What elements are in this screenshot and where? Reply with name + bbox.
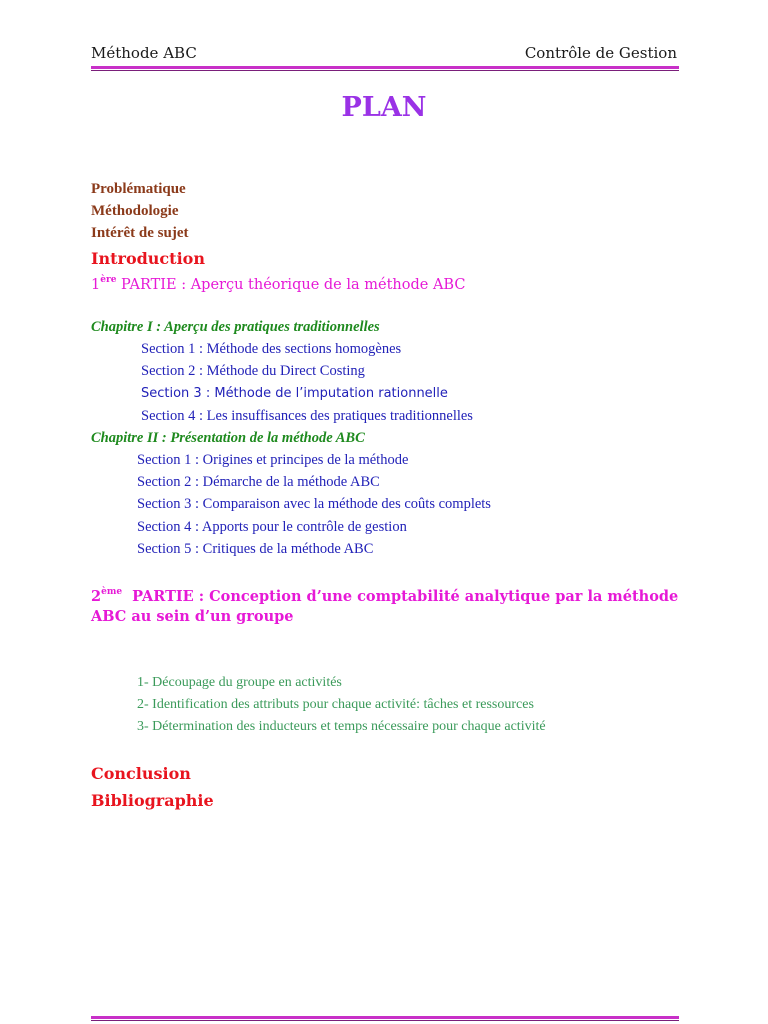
header-rule-thin [91, 70, 679, 71]
chapitre-1-section-3: Section 3 : Méthode de l’imputation rationnelle [141, 386, 448, 401]
bibliographie-heading: Bibliographie [91, 791, 214, 810]
chapitre-2-section-1: Section 1 : Origines et principes de la méthode [137, 452, 409, 468]
step-1: 1- Découpage du groupe en activités [137, 675, 342, 690]
chapitre-1-title: Chapitre I : Aperçu des pratiques traditionnelles [91, 319, 380, 335]
header-right: Contrôle de Gestion [524, 44, 677, 62]
page-title: PLAN [341, 92, 427, 123]
header-left: Méthode ABC [91, 44, 197, 62]
footer-rule [91, 1016, 679, 1019]
front-matter-interet: Intérêt de sujet [91, 225, 189, 241]
front-matter-problematique: Problématique [91, 181, 186, 197]
partie-2-heading [91, 587, 678, 605]
partie-1-text: PARTIE : Aperçu théorique de la méthode ABC [116, 277, 466, 293]
step-3: 3- Détermination des inducteurs et temps nécessaire pour chaque activité [137, 719, 546, 734]
chapitre-1-section-2: Section 2 : Méthode du Direct Costing [141, 363, 365, 379]
footer-rule-thin [91, 1020, 679, 1021]
partie-2-sup: ème [101, 587, 123, 597]
partie-2-text-line1: PARTIE : Conception d’une comptabilité analytique par la méthode [122, 588, 679, 605]
chapitre-1-section-4: Section 4 : Les insuffisances des pratiques traditionnelles [141, 408, 473, 424]
chapitre-2-section-4: Section 4 : Apports pour le contrôle de gestion [137, 519, 407, 535]
header-rule [91, 66, 679, 69]
step-2: 2- Identification des attributs pour chaque activité: tâches et ressources [137, 697, 534, 712]
chapitre-2-title: Chapitre II : Présentation de la méthode ABC [91, 430, 365, 446]
partie-1-number: 1 [91, 277, 101, 293]
partie-2-text-line2: ABC au sein d’un groupe [91, 608, 294, 625]
conclusion-heading: Conclusion [91, 764, 191, 783]
partie-1-heading [91, 275, 465, 293]
front-matter-methodologie: Méthodologie [91, 203, 179, 219]
partie-1-sup: ère [100, 275, 117, 285]
chapitre-1-section-1: Section 1 : Méthode des sections homogènes [141, 341, 402, 357]
chapitre-2-section-3: Section 3 : Comparaison avec la méthode des coûts complets [137, 496, 491, 512]
chapitre-2-section-5: Section 5 : Critiques de la méthode ABC [137, 541, 374, 557]
partie-2-number: 2 [91, 588, 102, 605]
introduction-heading: Introduction [91, 249, 205, 268]
chapitre-2-section-2: Section 2 : Démarche de la méthode ABC [137, 474, 380, 490]
